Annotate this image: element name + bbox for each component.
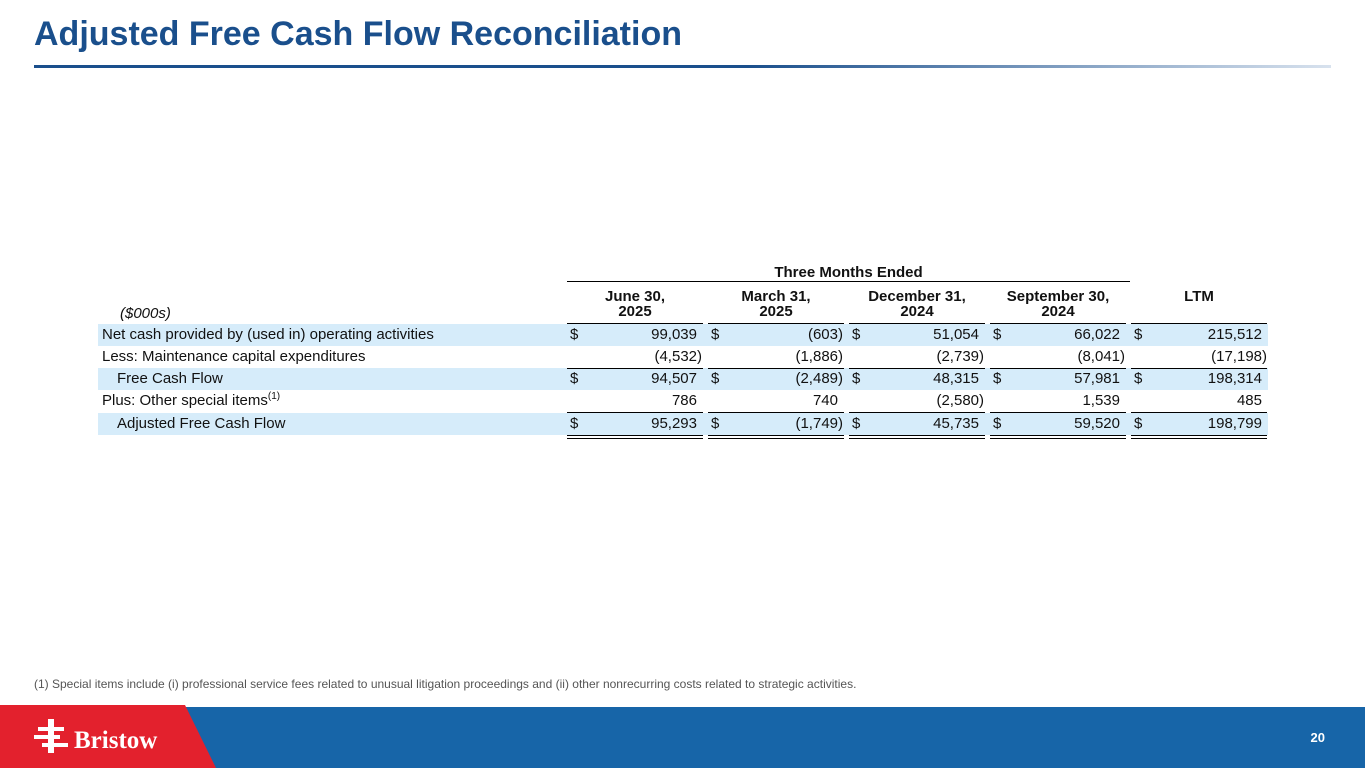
column-header <box>990 289 1126 319</box>
cell-value: 786 <box>671 392 697 409</box>
reconciliation-table <box>98 262 1268 442</box>
currency-symbol: $ <box>1134 370 1143 387</box>
column-header <box>849 289 985 319</box>
cell-value: 95,293 <box>651 415 697 432</box>
title-divider <box>34 65 1331 68</box>
cell-value: (603) <box>807 326 843 343</box>
footnote-marker: (1) <box>267 391 281 402</box>
cell-value: (2,489) <box>795 370 843 387</box>
page-title: Adjusted Free Cash Flow Reconciliation <box>34 15 682 53</box>
currency-symbol: $ <box>711 370 720 387</box>
page-number: 20 <box>1310 730 1325 745</box>
total-double-rule <box>708 435 844 439</box>
currency-symbol: $ <box>570 326 579 343</box>
currency-symbol: $ <box>1134 326 1143 343</box>
footnote: (1) Special items include (i) professional service fees related to unusual litigation proceedings and (ii) other nonrecurring costs related to strategic activities. <box>34 677 857 691</box>
currency-symbol: $ <box>570 370 579 387</box>
group-header-rule <box>567 281 1130 282</box>
column-header-line2: 2024 <box>900 303 934 320</box>
column-header-line2: 2025 <box>618 303 652 320</box>
footer-bar <box>0 707 1365 768</box>
cell-value: 198,799 <box>1207 415 1262 432</box>
units-label: ($000s) <box>120 305 171 322</box>
cell-value: 48,315 <box>933 370 979 387</box>
cell-value: (4,532) <box>654 348 702 365</box>
cell-value: 740 <box>812 392 838 409</box>
column-header-line2: 2024 <box>1041 303 1075 320</box>
row-label <box>102 390 280 412</box>
cell-value: 215,512 <box>1207 326 1262 343</box>
row-label: Free Cash Flow <box>117 370 223 387</box>
cell-value: (1,886) <box>795 348 843 365</box>
column-header <box>567 289 703 319</box>
row-label: Less: Maintenance capital expenditures <box>102 348 366 365</box>
currency-symbol: $ <box>993 326 1002 343</box>
company-logo-text: Bristow <box>74 727 158 754</box>
cell-value: 485 <box>1236 392 1262 409</box>
currency-symbol: $ <box>711 415 720 432</box>
currency-symbol: $ <box>993 415 1002 432</box>
currency-symbol: $ <box>570 415 579 432</box>
cell-value: 1,539 <box>1082 392 1120 409</box>
column-header-line1: March 31, <box>741 288 811 305</box>
cell-value: 94,507 <box>651 370 697 387</box>
group-header: Three Months Ended <box>774 264 923 281</box>
row-label-text: Plus: Other special items <box>102 392 268 409</box>
column-header-line1: June 30, <box>604 288 666 305</box>
cell-value: (2,739) <box>936 348 984 365</box>
cell-value: 57,981 <box>1074 370 1120 387</box>
total-double-rule <box>990 435 1126 439</box>
column-header <box>708 289 844 319</box>
currency-symbol: $ <box>852 326 861 343</box>
cell-value: (2,580) <box>936 392 984 409</box>
cell-value: 59,520 <box>1074 415 1120 432</box>
currency-symbol: $ <box>852 415 861 432</box>
total-double-rule <box>1131 435 1267 439</box>
row-label: Adjusted Free Cash Flow <box>117 415 286 432</box>
cell-value: (8,041) <box>1077 348 1125 365</box>
column-header <box>1131 289 1267 304</box>
bristow-logo-icon <box>34 719 68 753</box>
column-header-line1: December 31, <box>868 288 966 305</box>
total-double-rule <box>567 435 703 439</box>
cell-value: 99,039 <box>651 326 697 343</box>
currency-symbol: $ <box>1134 415 1143 432</box>
column-header-line2: LTM <box>1184 288 1214 305</box>
row-label: Net cash provided by (used in) operating activities <box>102 326 434 343</box>
total-double-rule <box>849 435 985 439</box>
cell-value: 198,314 <box>1207 370 1262 387</box>
currency-symbol: $ <box>852 370 861 387</box>
column-header-line1: September 30, <box>1006 288 1110 305</box>
cell-value: (1,749) <box>795 415 843 432</box>
cell-value: 51,054 <box>933 326 979 343</box>
cell-value: 45,735 <box>933 415 979 432</box>
column-header-line2: 2025 <box>759 303 793 320</box>
currency-symbol: $ <box>711 326 720 343</box>
cell-value: 66,022 <box>1074 326 1120 343</box>
currency-symbol: $ <box>993 370 1002 387</box>
cell-value: (17,198) <box>1211 348 1267 365</box>
